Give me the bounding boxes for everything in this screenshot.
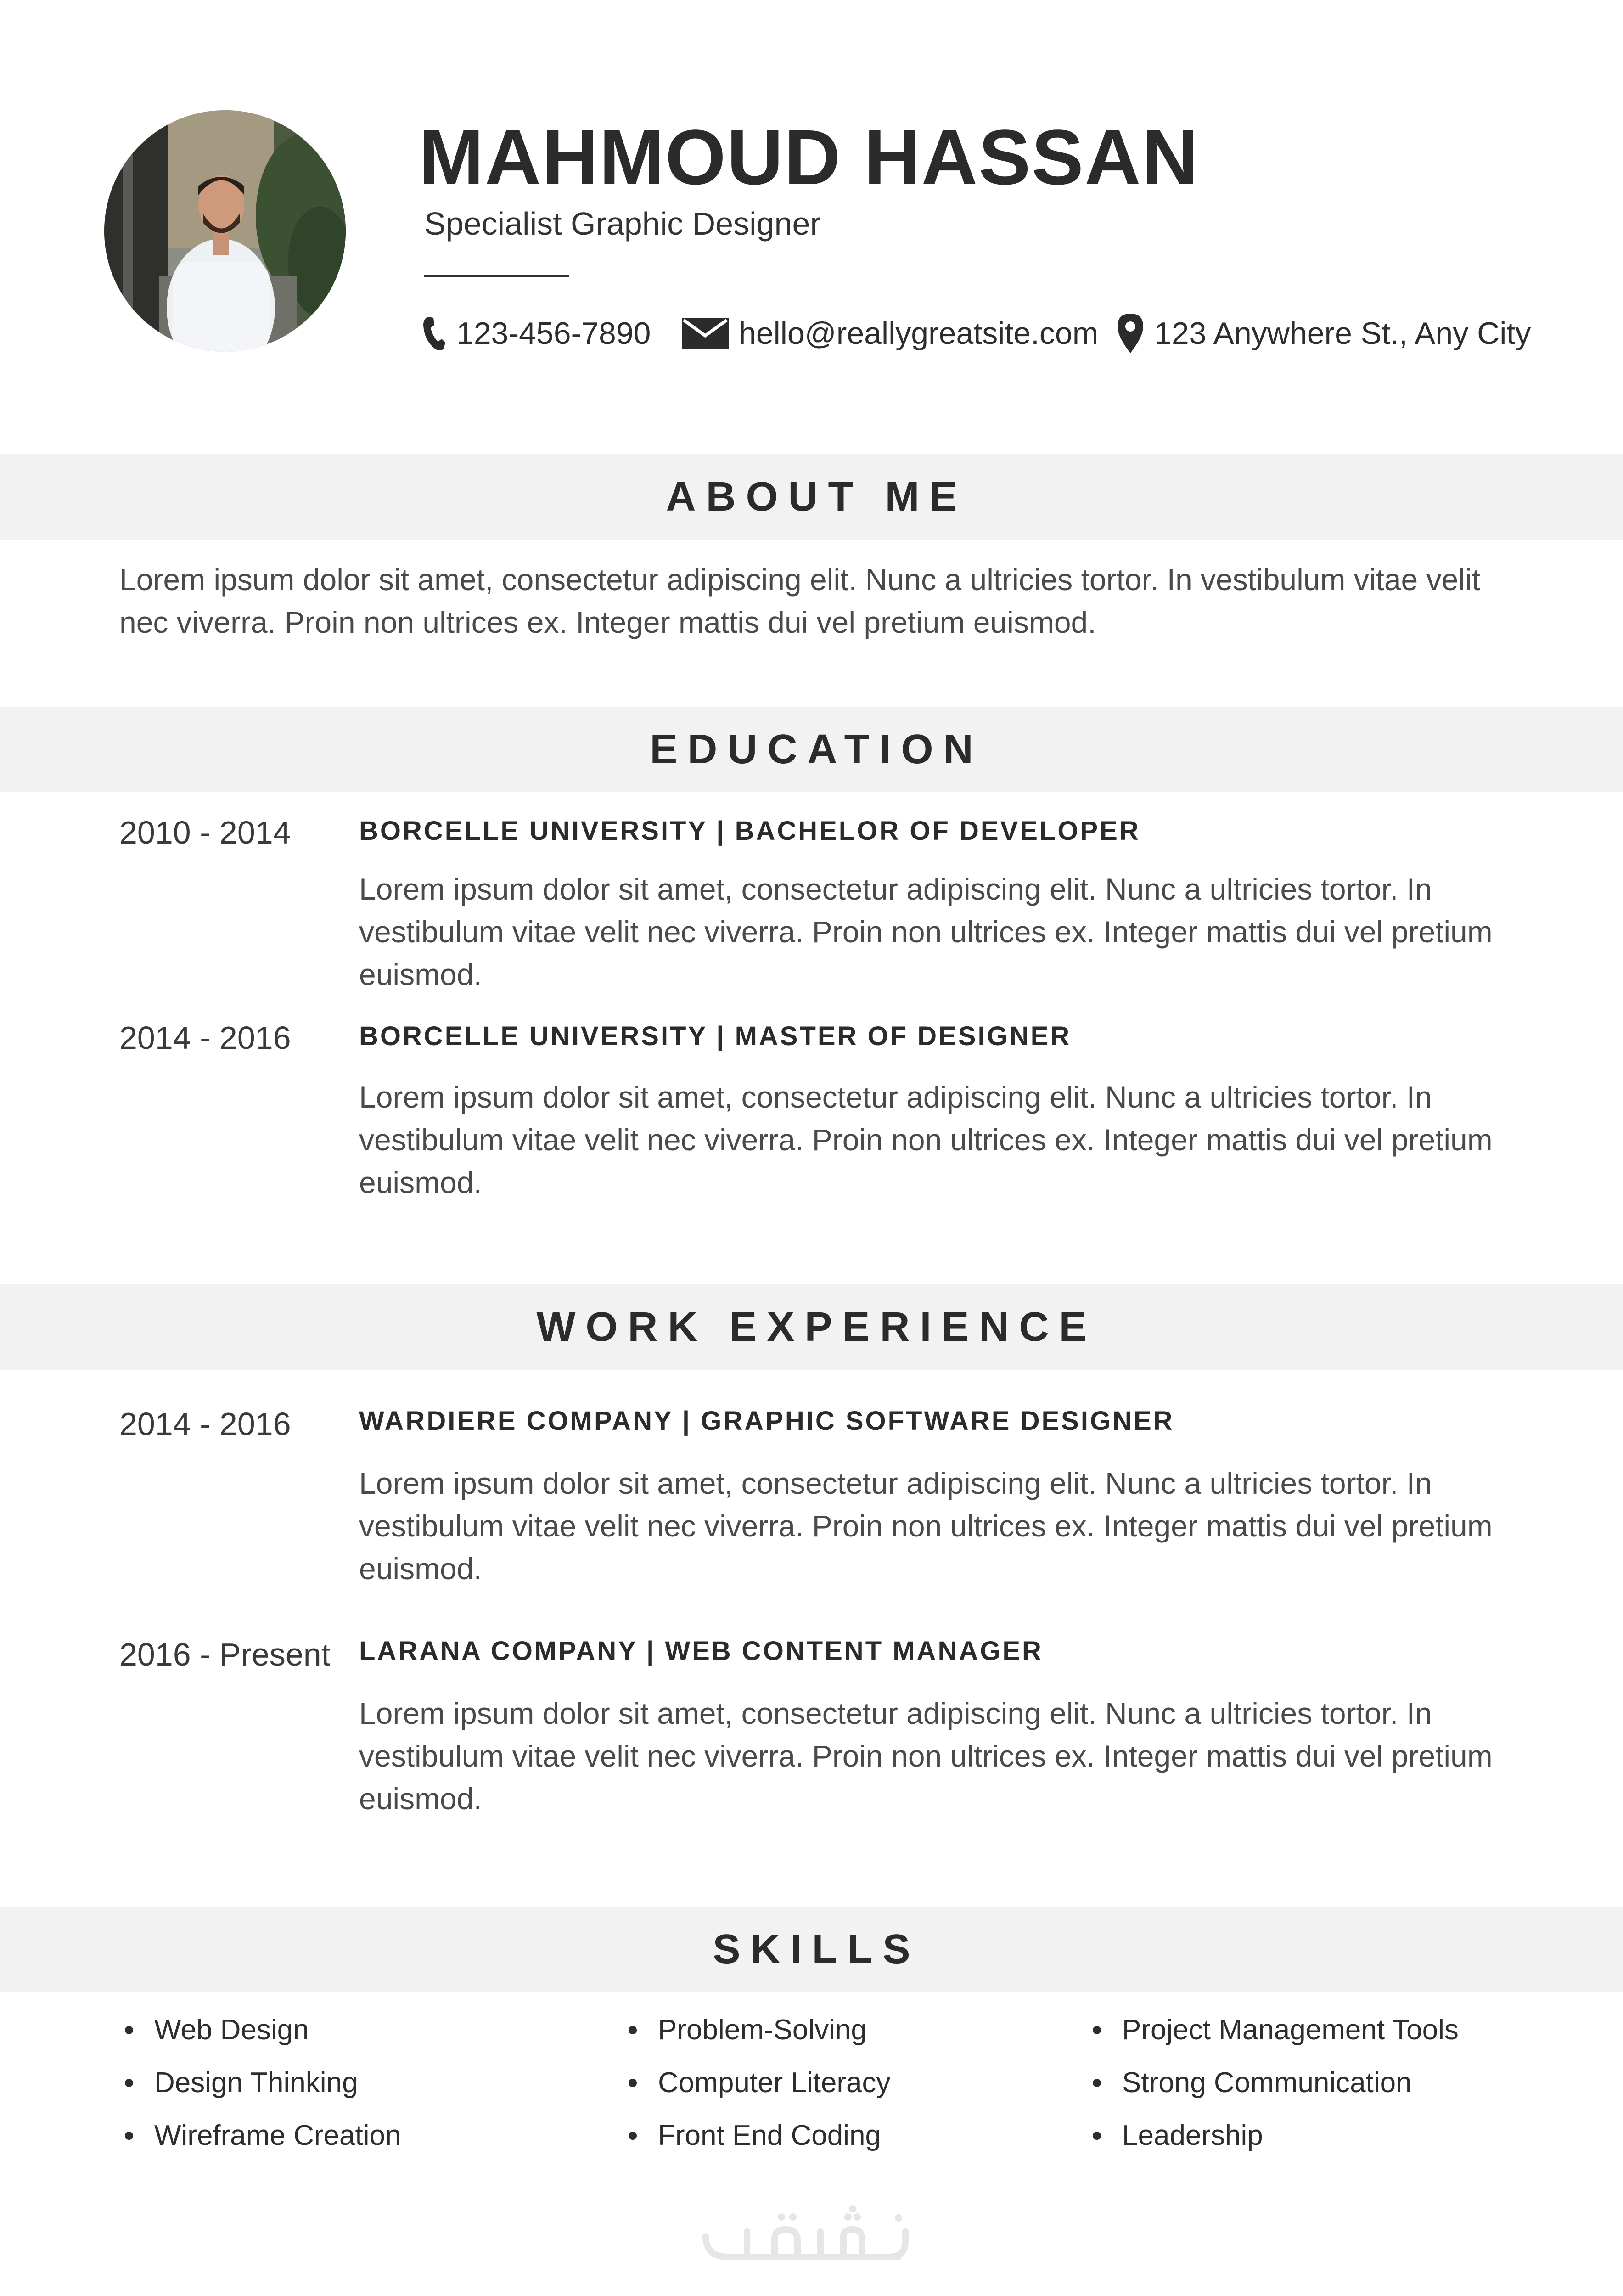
skills-column: [1093, 2003, 1459, 2162]
list-item: [125, 2003, 401, 2056]
map-pin-icon: [1117, 313, 1144, 354]
contact-phone: [421, 314, 651, 353]
phone-icon: [421, 315, 446, 352]
list-item: [125, 2109, 401, 2162]
email-address: hello@reallygreatsite.com: [739, 316, 1099, 351]
list-item: [125, 2056, 401, 2109]
education-title: BORCELLE UNIVERSITY | BACHELOR OF DEVELOPER: [359, 816, 1140, 846]
profile-photo: [104, 110, 346, 352]
skill-label: Project Management Tools: [1122, 2014, 1459, 2046]
about-text: Lorem ipsum dolor sit amet, consectetur adipiscing elit. Nunc a ultricies tortor. In vestibulum vitae velit nec viverra. Proin non ultrices ex. Integer mattis dui vel pretium euismod.: [119, 563, 1480, 639]
skill-label: Wireframe Creation: [154, 2120, 401, 2151]
watermark-logo: [696, 2204, 912, 2268]
work-date: 2014 - 2016: [119, 1406, 291, 1442]
work-title: WARDIERE COMPANY | GRAPHIC SOFTWARE DESIGNER: [359, 1406, 1174, 1436]
skills-section-header: [0, 1907, 1623, 1992]
work-date: 2016 - Present: [119, 1637, 331, 1672]
candidate-name: MAHMOUD HASSAN: [419, 114, 1199, 201]
bullet-icon: [629, 2026, 637, 2034]
bullet-icon: [125, 2026, 133, 2034]
phone-number: 123-456-7890: [456, 316, 651, 351]
contact-address: [1117, 314, 1531, 353]
bullet-icon: [629, 2132, 637, 2140]
bullet-icon: [125, 2079, 133, 2087]
bullet-icon: [1093, 2079, 1101, 2087]
work-section-header: [0, 1284, 1623, 1370]
work-title: LARANA COMPANY | WEB CONTENT MANAGER: [359, 1636, 1043, 1666]
skill-label: Web Design: [154, 2014, 309, 2046]
street-address: 123 Anywhere St., Any City: [1154, 316, 1531, 351]
about-heading: ABOUT ME: [666, 473, 967, 520]
list-item: [1093, 2109, 1459, 2162]
header-divider: [424, 275, 569, 277]
work-heading: WORK EXPERIENCE: [536, 1304, 1097, 1350]
about-section-header: [0, 454, 1623, 540]
list-item: [629, 2109, 891, 2162]
skill-label: Leadership: [1122, 2120, 1263, 2151]
skill-label: Problem-Solving: [658, 2014, 867, 2046]
list-item: [1093, 2003, 1459, 2056]
education-date: 2010 - 2014: [119, 815, 291, 850]
bullet-icon: [1093, 2026, 1101, 2034]
bullet-icon: [1093, 2132, 1101, 2140]
skill-label: Front End Coding: [658, 2120, 881, 2151]
skills-column: [629, 2003, 891, 2162]
list-item: [1093, 2056, 1459, 2109]
education-title: BORCELLE UNIVERSITY | MASTER OF DESIGNER: [359, 1021, 1072, 1051]
contact-email: [682, 314, 1098, 353]
work-description: Lorem ipsum dolor sit amet, consectetur adipiscing elit. Nunc a ultricies tortor. In vestibulum vitae velit nec viverra. Proin non ultrices ex. Integer mattis dui vel pretium euismod.: [359, 1696, 1493, 1816]
skill-label: Computer Literacy: [658, 2067, 891, 2099]
bullet-icon: [125, 2132, 133, 2140]
education-section-header: [0, 707, 1623, 792]
job-title: Specialist Graphic Designer: [424, 206, 821, 242]
education-description: Lorem ipsum dolor sit amet, consectetur adipiscing elit. Nunc a ultricies tortor. In vestibulum vitae velit nec viverra. Proin non ultrices ex. Integer mattis dui vel pretium euismod.: [359, 872, 1493, 991]
skills-column: [125, 2003, 401, 2162]
work-description: Lorem ipsum dolor sit amet, consectetur adipiscing elit. Nunc a ultricies tortor. In vestibulum vitae velit nec viverra. Proin non ultrices ex. Integer mattis dui vel pretium euismod.: [359, 1466, 1493, 1586]
education-description: Lorem ipsum dolor sit amet, consectetur adipiscing elit. Nunc a ultricies tortor. In vestibulum vitae velit nec viverra. Proin non ultrices ex. Integer mattis dui vel pretium euismod.: [359, 1080, 1493, 1199]
list-item: [629, 2003, 891, 2056]
envelope-icon: [682, 317, 729, 349]
education-heading: EDUCATION: [650, 726, 983, 772]
bullet-icon: [629, 2079, 637, 2087]
skill-label: Design Thinking: [154, 2067, 358, 2099]
list-item: [629, 2056, 891, 2109]
skills-heading: SKILLS: [713, 1926, 921, 1972]
education-date: 2014 - 2016: [119, 1020, 291, 1056]
skill-label: Strong Communication: [1122, 2067, 1412, 2099]
